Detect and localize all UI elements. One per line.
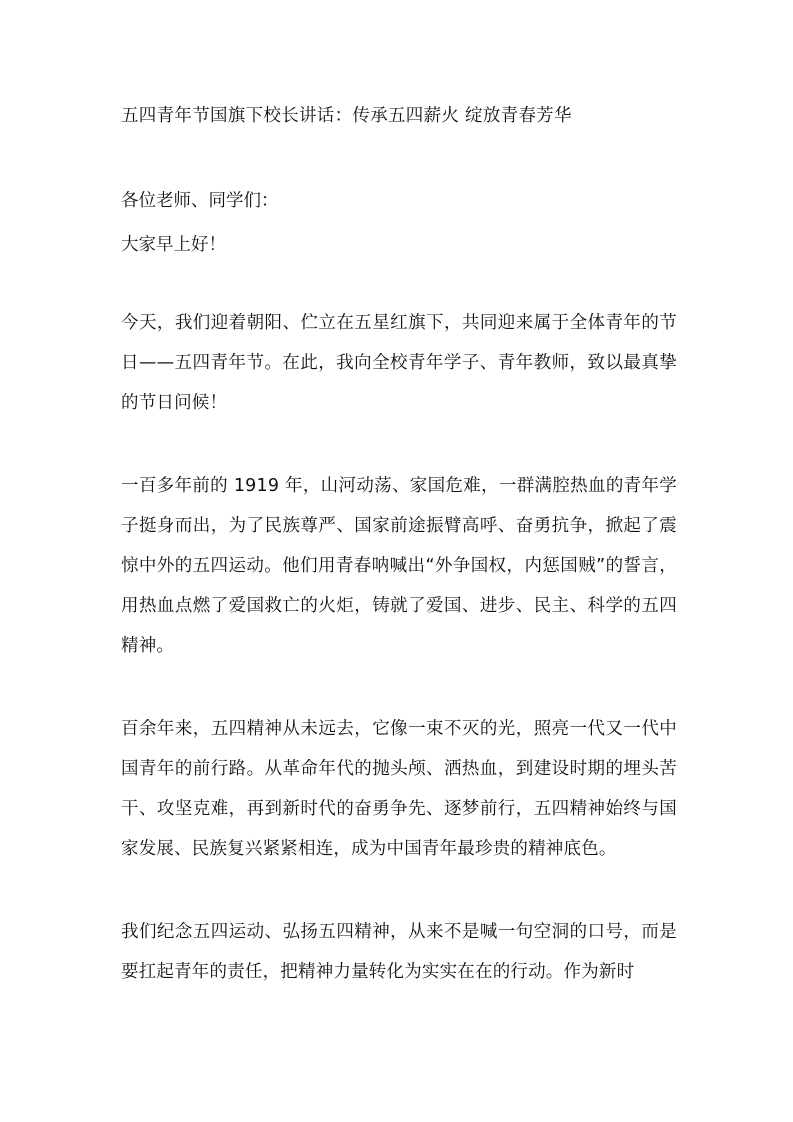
document-title: 五四青年节国旗下校长讲话：传承五四薪火 绽放青春芳华: [121, 106, 572, 126]
salutation: 各位老师、同学们：: [121, 191, 279, 211]
paragraph-4: 我们纪念五四运动、弘扬五四精神，从来不是喊一句空洞的口号，而是要扛起青年的责任，把精神力量转化为实实在在的行动。作为新时: [121, 922, 677, 982]
greeting: 大家早上好！: [121, 235, 226, 255]
paragraph-3: 百余年来，五四精神从未远去，它像一束不灭的光，照亮一代又一代中国青年的前行路。从革命年代的抛头颅、洒热血，到建设时期的埋头苦干、攻坚克难，再到新时代的奋勇争先、逐梦前行，五四精神始终与国家发展、民族复兴紧紧相连，成为中国青年最珍贵的精神底色。: [121, 719, 677, 859]
paragraph-1: 今天，我们迎着朝阳、伫立在五星红旗下，共同迎来属于全体青年的节日——五四青年节。在此，我向全校青年学子、青年教师，致以最真挚的节日问候！: [121, 313, 677, 413]
document-body: [121, 102, 677, 992]
paragraph-2: 一百多年前的 1919 年，山河动荡、家国危难，一群满腔热血的青年学子挺身而出，为了民族尊严、国家前途振臂高呼、奋勇抗争，掀起了震惊中外的五四运动。他们用青春呐喊出“外争国权，内惩国贼”的誓言，用热血点燃了爱国救亡的火炬，铸就了爱国、进步、民主、科学的五四精神。: [121, 476, 677, 656]
